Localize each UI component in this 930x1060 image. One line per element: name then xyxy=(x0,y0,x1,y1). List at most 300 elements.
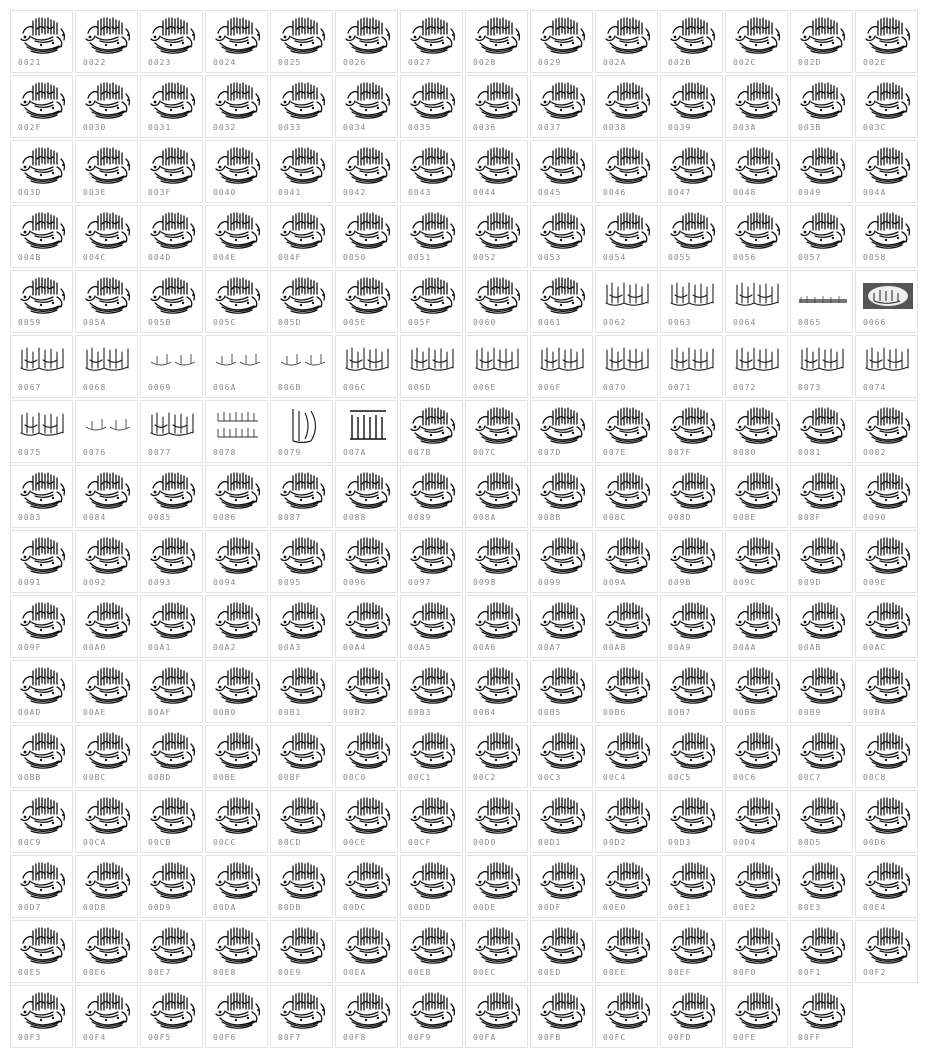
glyph-cell-004F[interactable] xyxy=(270,205,333,268)
glyph-cell-0084[interactable] xyxy=(75,465,138,528)
glyph-cell-002A[interactable] xyxy=(595,10,658,73)
calligraphy-medallion-icon xyxy=(667,405,719,445)
glyph-cell-0085[interactable] xyxy=(140,465,203,528)
glyph-cell-0041[interactable] xyxy=(270,140,333,203)
glyph-code-label: 00A9 xyxy=(668,643,692,652)
glyph-cell-00BA[interactable] xyxy=(855,660,918,723)
glyph-cell-005B[interactable] xyxy=(140,270,203,333)
glyph-cell-00D7[interactable] xyxy=(10,855,73,918)
glyph-cell-004E[interactable] xyxy=(205,205,268,268)
glyph-cell-0067[interactable] xyxy=(10,335,73,398)
glyph-code-label: 008E xyxy=(733,513,757,522)
glyph-code-label: 0088 xyxy=(343,513,367,522)
glyph-cell-00E0[interactable] xyxy=(595,855,658,918)
glyph-cell-0025[interactable] xyxy=(270,10,333,73)
glyph-cell-0030[interactable] xyxy=(75,75,138,138)
glyph-cell-005C[interactable] xyxy=(205,270,268,333)
glyph-cell-002B[interactable] xyxy=(660,10,723,73)
glyph-cell-0058[interactable] xyxy=(855,205,918,268)
glyph-cell-0045[interactable] xyxy=(530,140,593,203)
glyph-cell-002C[interactable] xyxy=(725,10,788,73)
glyph-cell-0064[interactable] xyxy=(725,270,788,333)
glyph-cell-00CB[interactable] xyxy=(140,790,203,853)
glyph-cell-005D[interactable] xyxy=(270,270,333,333)
glyph-cell-00AD[interactable] xyxy=(10,660,73,723)
glyph-code-label: 009A xyxy=(603,578,627,587)
glyph-cell-0071[interactable] xyxy=(660,335,723,398)
calligraphy-medallion-icon xyxy=(797,925,849,965)
glyph-cell-0033[interactable] xyxy=(270,75,333,138)
glyph-cell-009F[interactable] xyxy=(10,595,73,658)
calligraphy-medallion-icon xyxy=(147,730,199,770)
glyph-code-label: 004E xyxy=(213,253,237,262)
glyph-cell-0095[interactable] xyxy=(270,530,333,593)
glyph-cell-00E2[interactable] xyxy=(725,855,788,918)
glyph-cell-004A[interactable] xyxy=(855,140,918,203)
calligraphy-strip-icon xyxy=(797,275,849,315)
calligraphy-medallion-icon xyxy=(147,535,199,575)
glyph-cell-0094[interactable] xyxy=(205,530,268,593)
glyph-cell-0052[interactable] xyxy=(465,205,528,268)
glyph-cell-0075[interactable] xyxy=(10,400,73,463)
glyph-cell-00DD[interactable] xyxy=(400,855,463,918)
glyph-cell-00AA[interactable] xyxy=(725,595,788,658)
glyph-cell-00C7[interactable] xyxy=(790,725,853,788)
calligraphy-light-icon xyxy=(277,340,329,380)
glyph-cell-0057[interactable] xyxy=(790,205,853,268)
glyph-cell-00F6[interactable] xyxy=(205,985,268,1048)
glyph-cell-0086[interactable] xyxy=(205,465,268,528)
calligraphy-medallion-icon xyxy=(732,730,784,770)
glyph-cell-00C0[interactable] xyxy=(335,725,398,788)
glyph-cell-00F1[interactable] xyxy=(790,920,853,983)
glyph-cell-007A[interactable] xyxy=(335,400,398,463)
glyph-cell-00EA[interactable] xyxy=(335,920,398,983)
glyph-cell-00AC[interactable] xyxy=(855,595,918,658)
glyph-cell-0070[interactable] xyxy=(595,335,658,398)
glyph-cell-00A9[interactable] xyxy=(660,595,723,658)
glyph-cell-00C9[interactable] xyxy=(10,790,73,853)
calligraphy-medallion-icon xyxy=(537,80,589,120)
glyph-code-label: 00E9 xyxy=(278,968,302,977)
calligraphy-medallion-icon xyxy=(472,665,524,705)
glyph-cell-0037[interactable] xyxy=(530,75,593,138)
glyph-cell-0029[interactable] xyxy=(530,10,593,73)
glyph-cell-007F[interactable] xyxy=(660,400,723,463)
glyph-cell-0049[interactable] xyxy=(790,140,853,203)
glyph-cell-0065[interactable] xyxy=(790,270,853,333)
glyph-cell-00F7[interactable] xyxy=(270,985,333,1048)
calligraphy-medallion-icon xyxy=(602,15,654,55)
glyph-cell-00D2[interactable] xyxy=(595,790,658,853)
glyph-cell-0087[interactable] xyxy=(270,465,333,528)
glyph-cell-0072[interactable] xyxy=(725,335,788,398)
glyph-code-label: 0090 xyxy=(863,513,887,522)
glyph-code-label: 0034 xyxy=(343,123,367,132)
glyph-cell-00F8[interactable] xyxy=(335,985,398,1048)
glyph-cell-00B6[interactable] xyxy=(595,660,658,723)
glyph-cell-0044[interactable] xyxy=(465,140,528,203)
glyph-cell-004D[interactable] xyxy=(140,205,203,268)
glyph-cell-0061[interactable] xyxy=(530,270,593,333)
glyph-cell-00CE[interactable] xyxy=(335,790,398,853)
glyph-cell-00B4[interactable] xyxy=(465,660,528,723)
glyph-cell-0039[interactable] xyxy=(660,75,723,138)
glyph-cell-003E[interactable] xyxy=(75,140,138,203)
glyph-cell-00F9[interactable] xyxy=(400,985,463,1048)
glyph-cell-009A[interactable] xyxy=(595,530,658,593)
glyph-cell-00B3[interactable] xyxy=(400,660,463,723)
glyph-cell-0032[interactable] xyxy=(205,75,268,138)
glyph-cell-00B9[interactable] xyxy=(790,660,853,723)
glyph-cell-00B7[interactable] xyxy=(660,660,723,723)
glyph-code-label: 00F1 xyxy=(798,968,822,977)
calligraphy-medallion-icon xyxy=(17,80,69,120)
glyph-cell-008C[interactable] xyxy=(595,465,658,528)
glyph-code-label: 00FD xyxy=(668,1033,692,1042)
calligraphy-medallion-icon xyxy=(862,535,914,575)
glyph-cell-00BC[interactable] xyxy=(75,725,138,788)
glyph-cell-0048[interactable] xyxy=(725,140,788,203)
glyph-cell-0026[interactable] xyxy=(335,10,398,73)
calligraphy-wide-icon xyxy=(17,405,69,445)
glyph-cell-00C8[interactable] xyxy=(855,725,918,788)
glyph-cell-0047[interactable] xyxy=(660,140,723,203)
glyph-cell-0066[interactable] xyxy=(855,270,918,333)
glyph-cell-00A4[interactable] xyxy=(335,595,398,658)
glyph-cell-003A[interactable] xyxy=(725,75,788,138)
glyph-cell-0088[interactable] xyxy=(335,465,398,528)
glyph-cell-009D[interactable] xyxy=(790,530,853,593)
glyph-cell-00DF[interactable] xyxy=(530,855,593,918)
glyph-cell-0082[interactable] xyxy=(855,400,918,463)
glyph-code-label: 007B xyxy=(408,448,432,457)
glyph-cell-0024[interactable] xyxy=(205,10,268,73)
glyph-cell-00DE[interactable] xyxy=(465,855,528,918)
glyph-code-label: 00C3 xyxy=(538,773,562,782)
glyph-cell-0077[interactable] xyxy=(140,400,203,463)
glyph-cell-0040[interactable] xyxy=(205,140,268,203)
glyph-cell-00FD[interactable] xyxy=(660,985,723,1048)
glyph-cell-006E[interactable] xyxy=(465,335,528,398)
glyph-cell-0051[interactable] xyxy=(400,205,463,268)
calligraphy-medallion-icon xyxy=(602,860,654,900)
glyph-code-label: 0039 xyxy=(668,123,692,132)
glyph-cell-00A5[interactable] xyxy=(400,595,463,658)
calligraphy-medallion-icon xyxy=(342,730,394,770)
glyph-cell-0093[interactable] xyxy=(140,530,203,593)
calligraphy-medallion-icon xyxy=(212,600,264,640)
glyph-cell-00CC[interactable] xyxy=(205,790,268,853)
glyph-cell-0060[interactable] xyxy=(465,270,528,333)
glyph-cell-0063[interactable] xyxy=(660,270,723,333)
glyph-cell-00BB[interactable] xyxy=(10,725,73,788)
calligraphy-medallion-icon xyxy=(732,210,784,250)
calligraphy-medallion-icon xyxy=(537,795,589,835)
glyph-cell-0083[interactable] xyxy=(10,465,73,528)
glyph-cell-00A7[interactable] xyxy=(530,595,593,658)
calligraphy-medallion-icon xyxy=(862,925,914,965)
glyph-cell-00C1[interactable] xyxy=(400,725,463,788)
calligraphy-medallion-icon xyxy=(667,535,719,575)
glyph-cell-00FC[interactable] xyxy=(595,985,658,1048)
glyph-cell-00ED[interactable] xyxy=(530,920,593,983)
glyph-cell-0069[interactable] xyxy=(140,335,203,398)
calligraphy-medallion-icon xyxy=(537,600,589,640)
glyph-cell-0080[interactable] xyxy=(725,400,788,463)
glyph-cell-0099[interactable] xyxy=(530,530,593,593)
calligraphy-medallion-icon xyxy=(342,210,394,250)
glyph-cell-0031[interactable] xyxy=(140,75,203,138)
glyph-cell-00FA[interactable] xyxy=(465,985,528,1048)
glyph-cell-0053[interactable] xyxy=(530,205,593,268)
glyph-cell-008E[interactable] xyxy=(725,465,788,528)
glyph-cell-0098[interactable] xyxy=(465,530,528,593)
glyph-cell-00D3[interactable] xyxy=(660,790,723,853)
glyph-cell-0056[interactable] xyxy=(725,205,788,268)
calligraphy-medallion-icon xyxy=(277,925,329,965)
calligraphy-medallion-icon xyxy=(212,15,264,55)
calligraphy-medallion-icon xyxy=(667,925,719,965)
calligraphy-medallion-icon xyxy=(212,275,264,315)
calligraphy-medallion-icon xyxy=(797,145,849,185)
glyph-cell-0028[interactable] xyxy=(465,10,528,73)
calligraphy-medallion-icon xyxy=(212,145,264,185)
glyph-cell-00C4[interactable] xyxy=(595,725,658,788)
glyph-cell-00CF[interactable] xyxy=(400,790,463,853)
glyph-cell-002E[interactable] xyxy=(855,10,918,73)
glyph-code-label: 006E xyxy=(473,383,497,392)
glyph-code-label: 0033 xyxy=(278,123,302,132)
glyph-code-label: 00CD xyxy=(278,838,302,847)
calligraphy-medallion-icon xyxy=(667,730,719,770)
glyph-cell-007E[interactable] xyxy=(595,400,658,463)
glyph-cell-00B0[interactable] xyxy=(205,660,268,723)
glyph-cell-00CA[interactable] xyxy=(75,790,138,853)
glyph-cell-0089[interactable] xyxy=(400,465,463,528)
glyph-cell-0027[interactable] xyxy=(400,10,463,73)
glyph-cell-00C2[interactable] xyxy=(465,725,528,788)
glyph-cell-00B8[interactable] xyxy=(725,660,788,723)
glyph-cell-008A[interactable] xyxy=(465,465,528,528)
glyph-cell-00BD[interactable] xyxy=(140,725,203,788)
glyph-cell-00AF[interactable] xyxy=(140,660,203,723)
glyph-cell-00D1[interactable] xyxy=(530,790,593,853)
glyph-code-label: 0046 xyxy=(603,188,627,197)
glyph-cell-00D8[interactable] xyxy=(75,855,138,918)
calligraphy-medallion-icon xyxy=(797,470,849,510)
glyph-cell-00A6[interactable] xyxy=(465,595,528,658)
glyph-cell-00B5[interactable] xyxy=(530,660,593,723)
glyph-cell-00A1[interactable] xyxy=(140,595,203,658)
glyph-cell-006D[interactable] xyxy=(400,335,463,398)
glyph-cell-0097[interactable] xyxy=(400,530,463,593)
glyph-cell-00A8[interactable] xyxy=(595,595,658,658)
glyph-cell-009C[interactable] xyxy=(725,530,788,593)
glyph-cell-0022[interactable] xyxy=(75,10,138,73)
glyph-code-label: 00C2 xyxy=(473,773,497,782)
glyph-cell-00EE[interactable] xyxy=(595,920,658,983)
glyph-cell-0038[interactable] xyxy=(595,75,658,138)
calligraphy-wide-icon xyxy=(602,275,654,315)
glyph-cell-0050[interactable] xyxy=(335,205,398,268)
glyph-cell-00A3[interactable] xyxy=(270,595,333,658)
glyph-cell-0055[interactable] xyxy=(660,205,723,268)
glyph-cell-007B[interactable] xyxy=(400,400,463,463)
glyph-cell-00BF[interactable] xyxy=(270,725,333,788)
glyph-code-label: 00DF xyxy=(538,903,562,912)
glyph-cell-00D5[interactable] xyxy=(790,790,853,853)
glyph-cell-00D0[interactable] xyxy=(465,790,528,853)
calligraphy-wide-icon xyxy=(667,340,719,380)
glyph-code-label: 0024 xyxy=(213,58,237,67)
calligraphy-wide-icon xyxy=(797,340,849,380)
glyph-code-label: 0079 xyxy=(278,448,302,457)
glyph-cell-002F[interactable] xyxy=(10,75,73,138)
calligraphy-wide-icon xyxy=(732,340,784,380)
glyph-code-label: 00C1 xyxy=(408,773,432,782)
glyph-cell-0059[interactable] xyxy=(10,270,73,333)
glyph-cell-00E8[interactable] xyxy=(205,920,268,983)
glyph-cell-0068[interactable] xyxy=(75,335,138,398)
glyph-cell-008B[interactable] xyxy=(530,465,593,528)
calligraphy-medallion-icon xyxy=(537,990,589,1030)
glyph-cell-0090[interactable] xyxy=(855,465,918,528)
calligraphy-medallion-icon xyxy=(472,15,524,55)
glyph-cell-005E[interactable] xyxy=(335,270,398,333)
calligraphy-medallion-icon xyxy=(342,470,394,510)
glyph-cell-00F4[interactable] xyxy=(75,985,138,1048)
glyph-cell-00EB[interactable] xyxy=(400,920,463,983)
glyph-cell-0034[interactable] xyxy=(335,75,398,138)
glyph-cell-0096[interactable] xyxy=(335,530,398,593)
calligraphy-medallion-icon xyxy=(537,730,589,770)
glyph-cell-00EF[interactable] xyxy=(660,920,723,983)
glyph-cell-00F0[interactable] xyxy=(725,920,788,983)
calligraphy-medallion-icon xyxy=(732,15,784,55)
glyph-cell-0042[interactable] xyxy=(335,140,398,203)
glyph-cell-0076[interactable] xyxy=(75,400,138,463)
glyph-cell-009B[interactable] xyxy=(660,530,723,593)
glyph-cell-00D6[interactable] xyxy=(855,790,918,853)
calligraphy-medallion-icon xyxy=(862,15,914,55)
glyph-cell-00E5[interactable] xyxy=(10,920,73,983)
glyph-cell-0021[interactable] xyxy=(10,10,73,73)
glyph-cell-003F[interactable] xyxy=(140,140,203,203)
glyph-cell-00E3[interactable] xyxy=(790,855,853,918)
glyph-cell-003C[interactable] xyxy=(855,75,918,138)
glyph-cell-00D9[interactable] xyxy=(140,855,203,918)
glyph-cell-00C5[interactable] xyxy=(660,725,723,788)
glyph-cell-00E6[interactable] xyxy=(75,920,138,983)
glyph-cell-00DB[interactable] xyxy=(270,855,333,918)
glyph-code-label: 00D5 xyxy=(798,838,822,847)
glyph-cell-005A[interactable] xyxy=(75,270,138,333)
glyph-cell-008F[interactable] xyxy=(790,465,853,528)
glyph-cell-00D4[interactable] xyxy=(725,790,788,853)
glyph-cell-006C[interactable] xyxy=(335,335,398,398)
calligraphy-medallion-icon xyxy=(407,600,459,640)
glyph-code-label: 0049 xyxy=(798,188,822,197)
glyph-code-label: 0087 xyxy=(278,513,302,522)
glyph-code-label: 0028 xyxy=(473,58,497,67)
glyph-cell-00C6[interactable] xyxy=(725,725,788,788)
glyph-cell-006A[interactable] xyxy=(205,335,268,398)
glyph-cell-00CD[interactable] xyxy=(270,790,333,853)
glyph-cell-00B1[interactable] xyxy=(270,660,333,723)
glyph-cell-005F[interactable] xyxy=(400,270,463,333)
glyph-cell-00F2[interactable] xyxy=(855,920,918,983)
glyph-cell-007C[interactable] xyxy=(465,400,528,463)
glyph-cell-00FE[interactable] xyxy=(725,985,788,1048)
glyph-cell-00A2[interactable] xyxy=(205,595,268,658)
glyph-cell-0062[interactable] xyxy=(595,270,658,333)
glyph-cell-00AB[interactable] xyxy=(790,595,853,658)
glyph-cell-0054[interactable] xyxy=(595,205,658,268)
glyph-cell-0074[interactable] xyxy=(855,335,918,398)
glyph-cell-0078[interactable] xyxy=(205,400,268,463)
glyph-cell-008D[interactable] xyxy=(660,465,723,528)
glyph-cell-006F[interactable] xyxy=(530,335,593,398)
glyph-cell-006B[interactable] xyxy=(270,335,333,398)
glyph-code-label: 003B xyxy=(798,123,822,132)
glyph-cell-0023[interactable] xyxy=(140,10,203,73)
glyph-cell-00DC[interactable] xyxy=(335,855,398,918)
glyph-cell-0073[interactable] xyxy=(790,335,853,398)
glyph-cell-0091[interactable] xyxy=(10,530,73,593)
glyph-cell-00AE[interactable] xyxy=(75,660,138,723)
glyph-code-label: 00E1 xyxy=(668,903,692,912)
glyph-cell-00F5[interactable] xyxy=(140,985,203,1048)
glyph-cell-0046[interactable] xyxy=(595,140,658,203)
glyph-cell-003B[interactable] xyxy=(790,75,853,138)
glyph-cell-00A0[interactable] xyxy=(75,595,138,658)
glyph-cell-00EC[interactable] xyxy=(465,920,528,983)
glyph-cell-004C[interactable] xyxy=(75,205,138,268)
glyph-cell-007D[interactable] xyxy=(530,400,593,463)
glyph-cell-0043[interactable] xyxy=(400,140,463,203)
glyph-cell-00FF[interactable] xyxy=(790,985,853,1048)
glyph-cell-009E[interactable] xyxy=(855,530,918,593)
glyph-cell-0035[interactable] xyxy=(400,75,463,138)
glyph-cell-00E9[interactable] xyxy=(270,920,333,983)
glyph-cell-00E4[interactable] xyxy=(855,855,918,918)
glyph-cell-0092[interactable] xyxy=(75,530,138,593)
calligraphy-medallion-icon xyxy=(602,795,654,835)
calligraphy-medallion-icon xyxy=(407,795,459,835)
glyph-cell-0079[interactable] xyxy=(270,400,333,463)
glyph-cell-00E1[interactable] xyxy=(660,855,723,918)
calligraphy-medallion-icon xyxy=(212,925,264,965)
glyph-cell-0036[interactable] xyxy=(465,75,528,138)
glyph-code-label: 0099 xyxy=(538,578,562,587)
glyph-code-label: 0072 xyxy=(733,383,757,392)
glyph-cell-00FB[interactable] xyxy=(530,985,593,1048)
glyph-cell-0081[interactable] xyxy=(790,400,853,463)
glyph-cell-00C3[interactable] xyxy=(530,725,593,788)
glyph-cell-00B2[interactable] xyxy=(335,660,398,723)
glyph-code-label: 00B2 xyxy=(343,708,367,717)
calligraphy-medallion-icon xyxy=(277,990,329,1030)
glyph-cell-00BE[interactable] xyxy=(205,725,268,788)
glyph-cell-003D[interactable] xyxy=(10,140,73,203)
glyph-cell-004B[interactable] xyxy=(10,205,73,268)
glyph-cell-00DA[interactable] xyxy=(205,855,268,918)
glyph-cell-002D[interactable] xyxy=(790,10,853,73)
glyph-cell-00E7[interactable] xyxy=(140,920,203,983)
glyph-cell-00F3[interactable] xyxy=(10,985,73,1048)
glyph-code-label: 0038 xyxy=(603,123,627,132)
